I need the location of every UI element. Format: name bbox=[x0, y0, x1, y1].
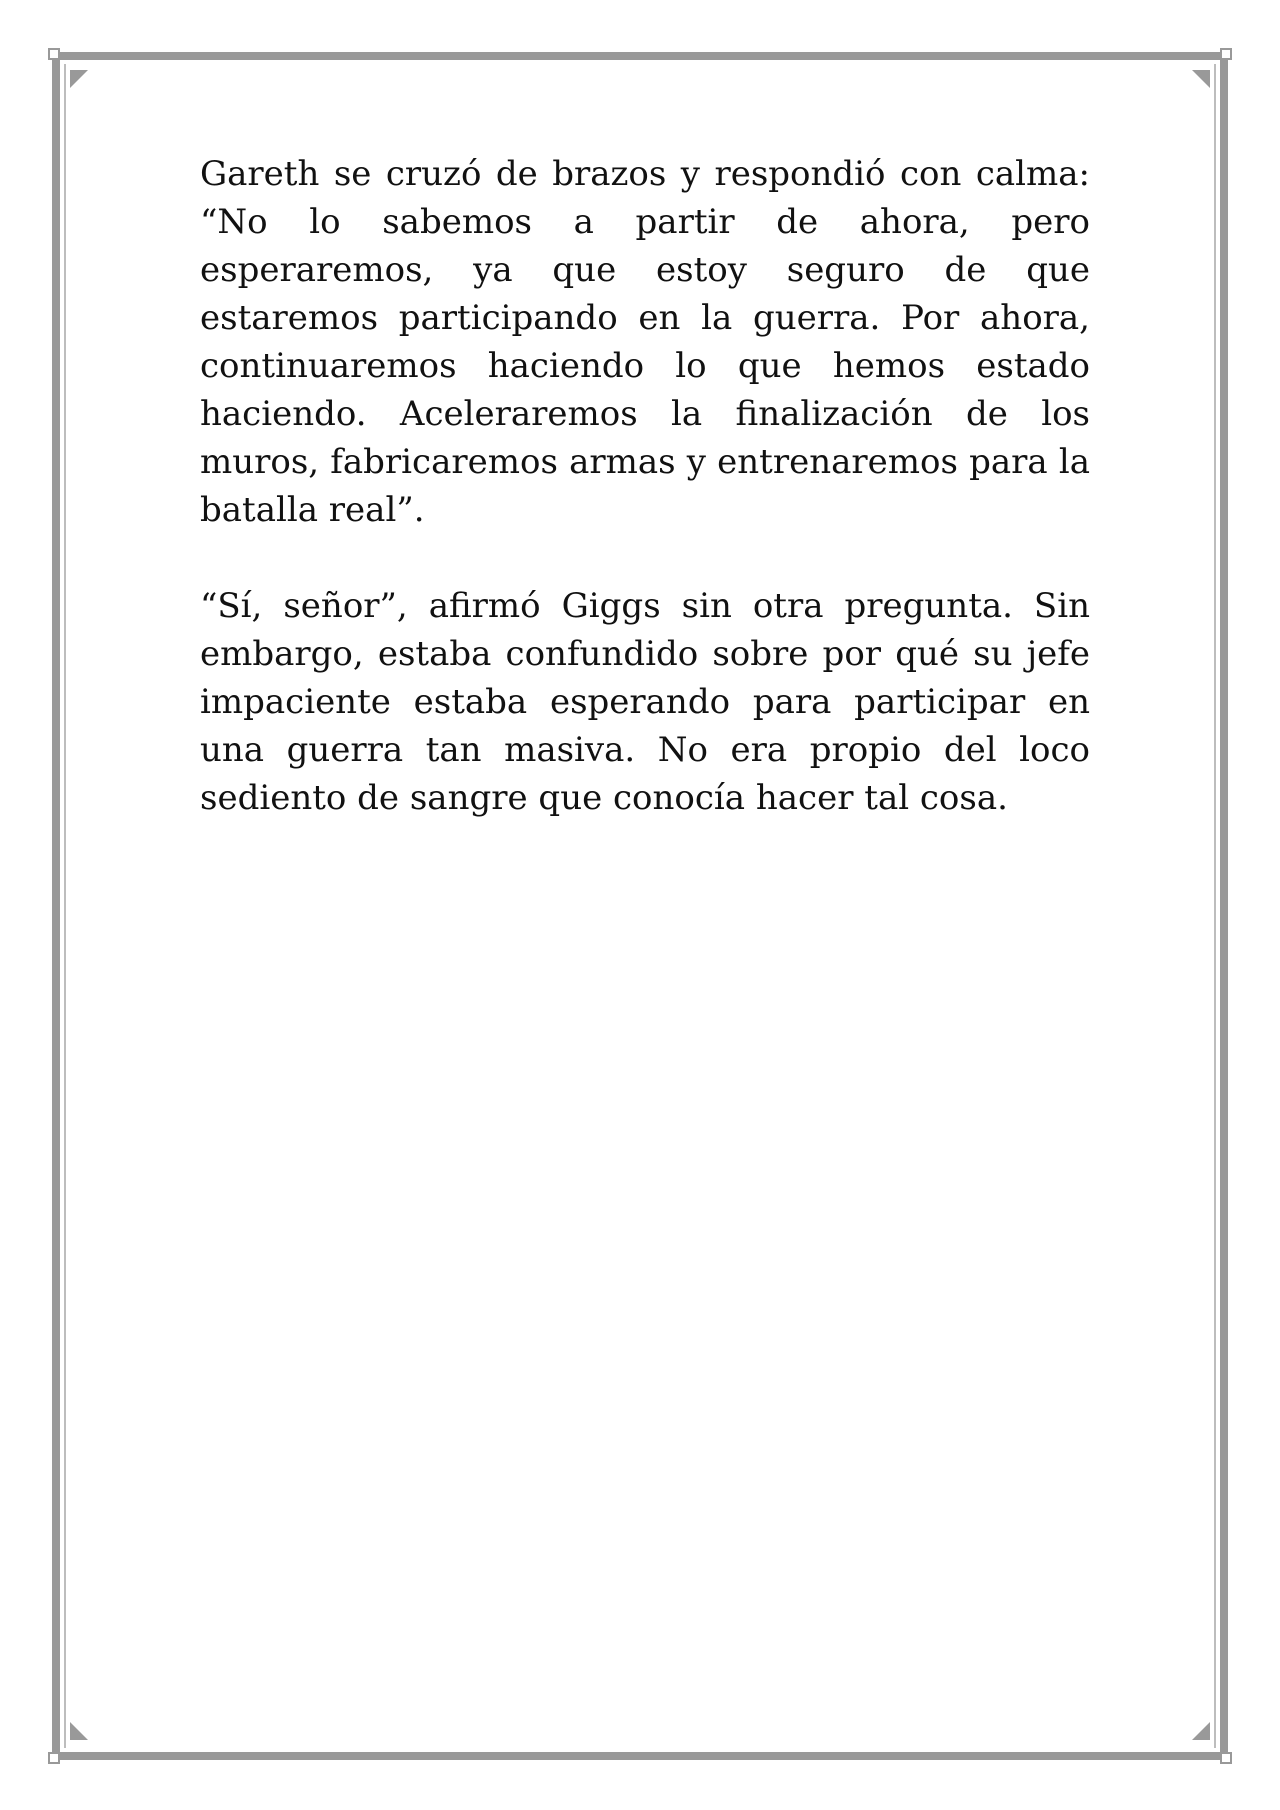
border-inner-right bbox=[1214, 64, 1216, 1748]
paragraph: Gareth se cruzó de brazos y respondió con calma: “No lo sabemos a partir de ahora, pero esperaremos, ya que estoy seguro de que estaremos participando en la guerra. Por ahora, continuaremos haciendo lo que hemos estado haciendo. Aceleraremos la finalización de los muros, fabricaremos armas y entrenaremos para la batalla real”. bbox=[200, 154, 1090, 530]
corner-triangle-top-left bbox=[70, 70, 88, 88]
border-top bbox=[60, 52, 1220, 60]
corner-ornament-top-right bbox=[1220, 48, 1232, 60]
corner-ornament-bottom-right bbox=[1220, 1752, 1232, 1764]
border-left bbox=[52, 60, 60, 1752]
corner-ornament-top-left bbox=[48, 48, 60, 60]
border-right bbox=[1220, 60, 1228, 1752]
page-body bbox=[200, 150, 1090, 870]
corner-ornament-bottom-left bbox=[48, 1752, 60, 1764]
border-bottom bbox=[60, 1752, 1220, 1760]
border-inner-left bbox=[64, 64, 66, 1748]
paragraph: “Sí, señor”, afirmó Giggs sin otra pregunta. Sin embargo, estaba confundido sobre por qué su jefe impaciente estaba esperando para participar en una guerra tan masiva. No era propio del loco sediento de sangre que conocía hacer tal cosa. bbox=[200, 586, 1090, 818]
corner-triangle-top-right bbox=[1192, 70, 1210, 88]
corner-triangle-bottom-left bbox=[70, 1722, 88, 1740]
corner-triangle-bottom-right bbox=[1192, 1722, 1210, 1740]
